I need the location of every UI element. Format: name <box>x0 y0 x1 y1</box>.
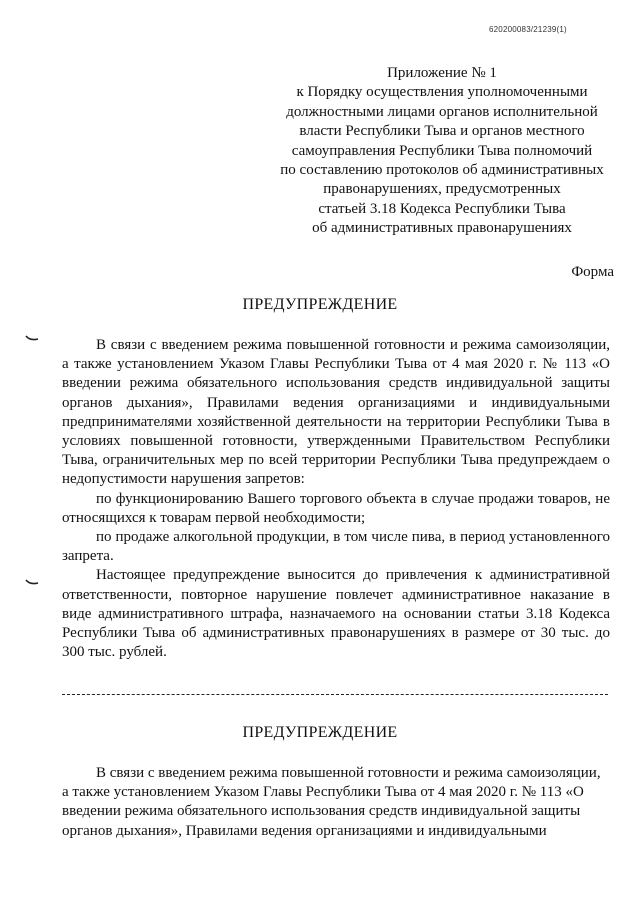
document-id: 620200083/21239(1) <box>489 25 567 34</box>
appendix-line: должностными лицами органов исполнительной <box>286 103 598 120</box>
appendix-line: к Порядку осуществления уполномоченными <box>296 84 588 101</box>
warning-paragraph: по продаже алкогольной продукции, в том числе пива, в период установленного запрета. <box>62 529 610 565</box>
appendix-line: власти Республики Тыва и органов местного <box>299 123 585 140</box>
warning-line: В связи с введением режима повышенной готовности и режима самоизоляции, <box>96 765 601 781</box>
cut-line-separator <box>62 694 608 695</box>
form-label: Форма <box>571 264 614 280</box>
appendix-line: об административных правонарушениях <box>312 220 572 237</box>
warning-line: органов дыхания», Правилами ведения организациями и индивидуальными <box>62 822 547 839</box>
warning-title: ПРЕДУПРЕЖДЕНИЕ <box>242 296 398 313</box>
appendix-line: статьей 3.18 Кодекса Республики Тыва <box>318 200 566 217</box>
warning-paragraph: по функционированию Вашего торгового объекта в случае продажи товаров, не относящихся к товарам первой необходимости; <box>62 490 610 526</box>
punch-mark-icon <box>25 334 39 342</box>
appendix-line: правонарушениях, предусмотренных <box>323 181 561 198</box>
warning-body-2 <box>62 764 610 841</box>
appendix-line: Приложение № 1 <box>387 65 497 81</box>
warning-line: введении режима обязательного использования средств индивидуальной защиты <box>62 803 581 820</box>
warning-line: а также установлением Указом Главы Республики Тыва от 4 мая 2020 г. № 113 «О <box>62 784 584 801</box>
warning-title-2: ПРЕДУПРЕЖДЕНИЕ <box>242 724 398 741</box>
appendix-line: по составлению протоколов об административных <box>280 162 604 179</box>
appendix-header <box>252 64 632 239</box>
appendix-line: самоуправления Республики Тыва полномочий <box>291 142 593 159</box>
punch-mark-icon <box>25 578 39 586</box>
warning-body <box>62 336 610 662</box>
warning-paragraph: В связи с введением режима повышенной готовности и режима самоизоляции, а также установлением Указом Главы Республики Тыва от 4 мая 2020 г. № 113 «О введении режима обязательного использования средств индивидуальной защиты органов дыхания», Правилами ведения организациями и индивидуальными предпринимателями хозяйственной деятельности на территории Республики Тыва в условиях повышенной готовности, утвержденными Правительством Республики Тыва, ограничительных мер по всей территории Республики Тыва предупреждаем о недопустимости нарушения запретов: <box>62 337 610 488</box>
warning-paragraph: Настоящее предупреждение выносится до привлечения к административной ответственности, повторное нарушение повлечет административное наказание в виде административного штрафа, назначаемого на основании статьи 3.18 Кодекса Республики Тыва об административных правонарушениях в размере от 30 тыс. до 300 тыс. рублей. <box>62 567 610 661</box>
